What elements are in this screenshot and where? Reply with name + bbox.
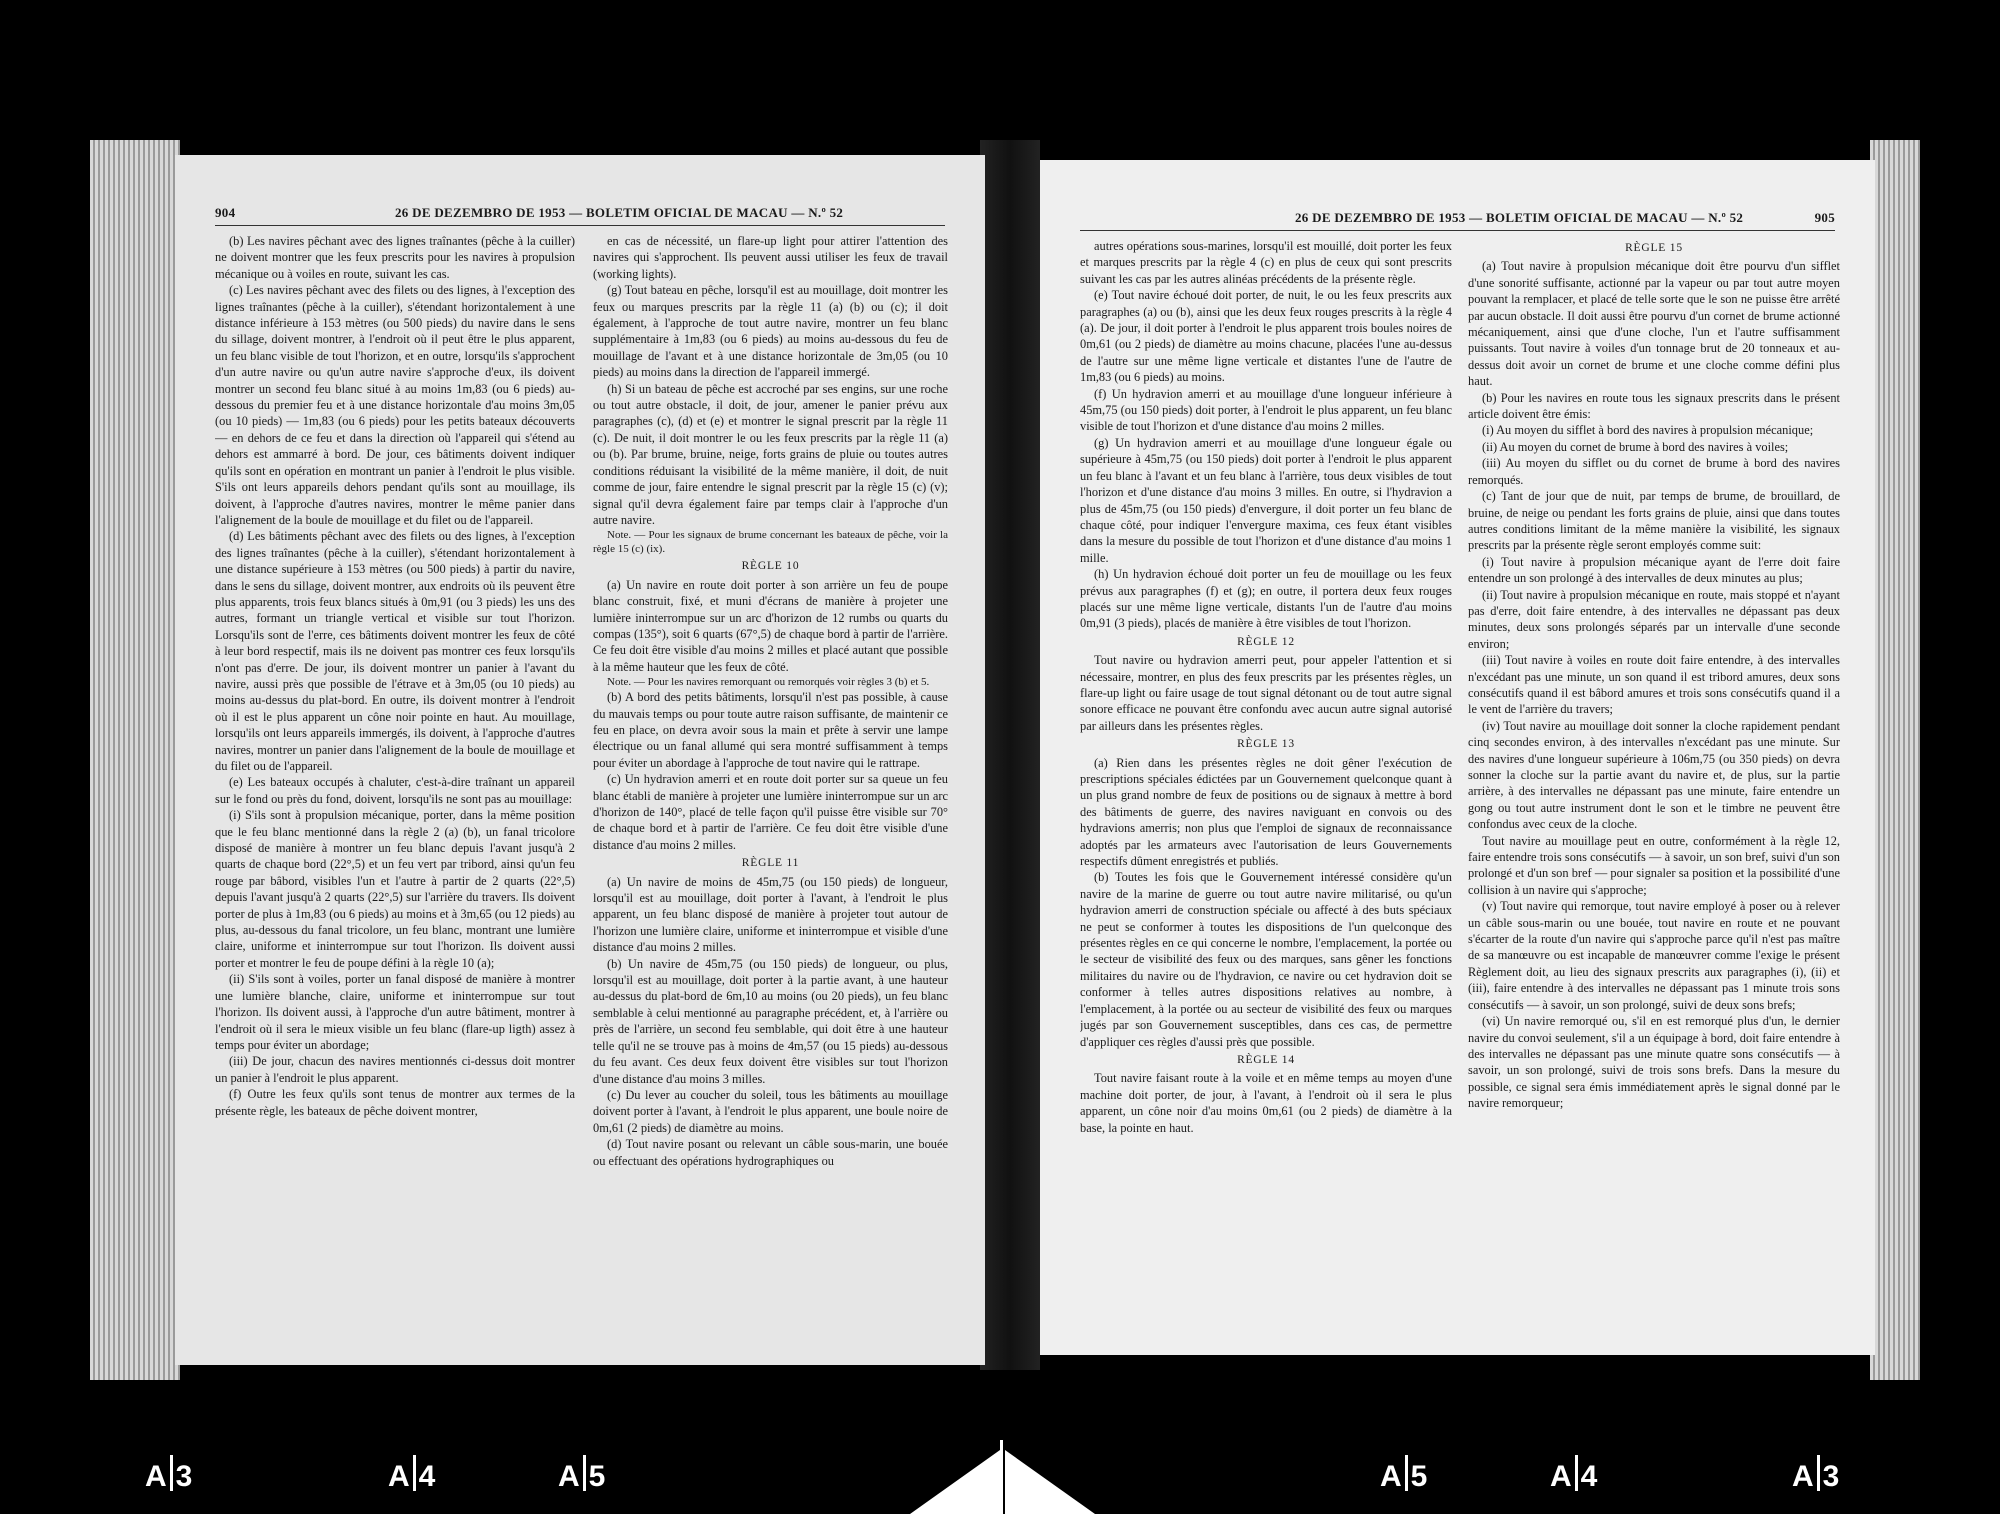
paragraph: (iii) Tout navire à voiles en route doit faire entendre, à des intervalles n'excédant pas une minute, un son quand il est tribord amures, deux sons consécutifs quand il est bâbord amures et trois sons consécutifs quand il a le vent de l'arrière du travers; [1468, 653, 1840, 717]
right-page-number: 905 [1814, 210, 1835, 225]
right-page-edges [1870, 140, 1920, 1380]
right-running-head [1080, 210, 1835, 230]
paragraph: Tout navire ou hydravion amerri peut, pour appeler l'attention et si nécessaire, montrer, en plus des feux prescrits par les présentes règles, un flare-up light ou faire usage de tout signal détonant ou de tout autre signal sonore efficace ne pouvant être confondu avec aucun autre signal autorisé par ailleurs dans les présentes règles. [1080, 653, 1452, 733]
right-page [1040, 160, 1875, 1355]
book-spine [980, 140, 1040, 1370]
left-page [175, 155, 985, 1365]
centering-triangle-left [910, 1450, 1000, 1514]
paragraph: (b) Un navire de 45m,75 (ou 150 pieds) de longueur, ou plus, lorsqu'il est au mouillage, doit porter à la partie avant, à une hauteur au-dessus du plat-bord de 6m,10 au moins (ou 20 pieds), un feu blanc semblable à celui mentionné au paragraphe précédent, et, à l'arrière ou près de l'arrière, un second feu semblable, qui doit être à une hauteur telle qu'il ne se trouve pas à moins de 4m,57 (ou 15 pieds) au-dessous du feu avant. Ces deux feux doivent être visibles sur tout l'horizon d'une distance d'au moins 3 milles. [593, 956, 948, 1086]
paragraph: (ii) S'ils sont à voiles, porter un fanal disposé de manière à montrer une lumière blanche, claire, uniforme et ininterrompue sur tout l'horizon. Ils doivent aussi, à l'approche d'un autre bâtiment, montrer à l'endroit où il sera le mieux visible un feu blanc (flare-up ligth) assez à temps pour éviter un abordage; [215, 972, 575, 1052]
scan-marker: A 3 [145, 1455, 192, 1494]
scan-marker: A 4 [1550, 1455, 1597, 1494]
section-heading: RÈGLE 11 [741, 857, 800, 870]
section-heading: RÈGLE 14 [1237, 1053, 1295, 1066]
paragraph: (ii) Au moyen du cornet de brume à bord des navires à voiles; [1482, 439, 1789, 454]
paragraph: (d) Tout navire posant ou relevant un câble sous-marin, une bouée ou effectuant des opérations hydrographiques ou [593, 1137, 948, 1168]
left-header-rule [215, 225, 945, 226]
paragraph: (i) Tout navire à propulsion mécanique ayant de l'erre doit faire entendre un son prolongé à des intervalles de deux minutes au plus; [1468, 554, 1840, 586]
paragraph: (a) Tout navire à propulsion mécanique doit être pourvu d'un sifflet d'une sonorité suffisante, actionné par la vapeur ou par tout autre moyen pouvant la remplacer, et placé de telle sorte que le son ne puisse être arrêté par aucun obstacle. Il doit aussi être pourvu d'un cornet de brume actionné mécaniquement, ainsi que d'une cloche, l'un et l'autre suffisamment puissants. Tout navire à voiles d'un tonnage brut de 20 tonneaux et au-dessus doit avoir un cornet de brume et une cloche comme défini plus haut. [1468, 259, 1840, 389]
left-running-head [215, 205, 945, 225]
paragraph: en cas de nécessité, un flare-up light pour attirer l'attention des navires qui s'approchent. Ils peuvent aussi utiliser les feux de travail (working lights). [593, 234, 948, 281]
paragraph: (c) Un hydravion amerri et en route doit porter sur sa queue un feu blanc établi de manière à projeter une lumière ininterrompue sur un arc d'horizon de 140°, placé de telle façon qu'il puisse être visible sur 70° de chaque bord et à partir de l'arrière. Ce feu doit être visible d'une distance d'au moins 2 milles. [593, 772, 948, 852]
paragraph: (b) A bord des petits bâtiments, lorsqu'il n'est pas possible, à cause du mauvais temps ou pour toute autre raison suffisante, de maintenir ce feu en place, on devra avoir sous la main et prête à servir une lampe électrique ou un fanal allumé qui sera montré suffisamment à temps pour éviter un abordage à l'approche de tout navire qui le rattrape. [593, 690, 948, 770]
paragraph: (i) S'ils sont à propulsion mécanique, porter, dans la même position que le feu blanc mentionné dans la règle 2 (a) (b), un fanal tricolore disposé de manière à montrer un feu blanc depuis l'avant jusqu'à 2 quarts de chaque bord (22°,5) et un feu vert par tribord, ainsi qu'un feu rouge par bâbord, visibles l'un et l'autre à partir de 2 quarts (22°,5) depuis l'avant jusqu'à 2 quarts (22°,5) sur l'arrière du travers. Ils doivent porter de plus à 1m,83 (ou 6 pieds) au moins et à 3m,65 (ou 12 pieds) au plus, au-dessous du fanal tricolore, un feu blanc, montrant une lumière claire, uniforme et ininterrompue sur tout l'horizon. Ils doivent aussi porter et montrer le feu de poupe défini à la règle 10 (a); [215, 808, 575, 970]
scan-marker: A 5 [558, 1455, 605, 1494]
paragraph: (h) Un hydravion échoué doit porter un feu de mouillage ou les feux prévus aux paragraphes (f) et (g); en outre, il portera deux feux rouges placés sur une même ligne verticale, distants l'un de l'autre d'au moins 0m,91 (3 pieds), placés de manière à être visibles de tout l'horizon. [1080, 567, 1452, 631]
paragraph: (b) Toutes les fois que le Gouvernement intéressé considère qu'un navire de la marine de guerre ou tout autre navire militarisé, ou qu'un hydravion amerri de construction spéciale ou affecté à des buts spéciaux ne peut se conformer à toutes les dispositions de l'un quelconque des présentes règles en ce qui concerne le nombre, l'emplacement, la portée ou le secteur de visibilité des feux ou des marques, sans gêner les fonctions militaires du navire ou de l'hydravion, ce navire ou cet hydravion doit se conformer à telles autres dispositions relatives au nombre, à l'emplacement, à la portée ou au secteur de visibilité des feux ou marques jugés par son Gouvernement susceptibles, dans ces cas, de permettre d'appliquer ces règles d'aussi près que possible. [1080, 870, 1452, 1049]
left-column-2 [593, 233, 948, 1348]
paragraph: autres opérations sous-marines, lorsqu'il est mouillé, doit porter les feux et marques prescrits par la règle 4 (c) en plus de ceux qui sont prescrits suivant les cas par les autres alinéas précédents de la présente règle. [1080, 239, 1452, 286]
paragraph: (g) Tout bateau en pêche, lorsqu'il est au mouillage, doit montrer les feux ou marques prescrits par la règle 11 (a) (b) ou (c); il doit également, à l'approche de tout autre navire, montrer un feu blanc supplémentaire à 1m,83 (ou 6 pieds) au moins au-dessous du feu de mouillage de l'avant et à une distance horizontale de 3m,05 (ou 10 pieds) au moins dans la direction de l'appareil immergé. [593, 283, 948, 380]
section-heading: RÈGLE 13 [1237, 738, 1295, 751]
right-header-title: 26 DE DEZEMBRO DE 1953 — BOLETIM OFICIAL DE MACAU — N.º 52 [1295, 210, 1744, 225]
section-heading: RÈGLE 15 [1625, 242, 1683, 254]
paragraph: (b) Pour les navires en route tous les signaux prescrits dans le présent article doivent être émis: [1468, 390, 1840, 422]
paragraph: (f) Outre les feux qu'ils sont tenus de montrer aux termes de la présente règle, les bateaux de pêche doivent montrer, [215, 1087, 575, 1118]
paragraph: (b) Les navires pêchant avec des lignes traînantes (pêche à la cuiller) ne doivent montrer que les feux prescrits pour les navires à propulsion mécanique ou à voiles en route, suivant les cas. [215, 234, 575, 281]
paragraph: (c) Du lever au coucher du soleil, tous les bâtiments au mouillage doivent porter à l'avant, à l'endroit le plus apparent, une boule noire de 0m,61 (2 pieds) de diamètre au moins. [593, 1087, 948, 1135]
left-page-edges [90, 140, 180, 1380]
paragraph: (e) Tout navire échoué doit porter, de nuit, le ou les feux prescrits aux paragraphes (a) ou (b), ainsi que les deux feux rouges prescrits à la règle 4 (a). De jour, il doit porter à l'endroit le plus apparent trois boules noires de 0m,61 (ou 2 pieds) de diamètre au moins chacune, placées l'une au-dessus de l'autre sur une même ligne verticale et distantes l'une de l'autre de 1m,83 (ou 6 pieds) au moins. [1080, 288, 1452, 385]
paragraph: (g) Un hydravion amerri et au mouillage d'une longueur égale ou supérieure à 45m,75 (ou 150 pieds) doit porter à l'endroit le plus apparent un feu blanc à l'avant et un feu blanc à l'arrière, tous deux visibles de tout l'horizon et d'une distance d'au moins 3 milles. En outre, si l'hydravion a plus de 45m,75 (ou 150 pieds) d'envergure, il doit porter un feu blanc de chaque côté, pour indiquer l'envergure maxima, ces feux étant visibles dans la mesure du possible de tout l'horizon et d'une distance d'au moins 1 mille. [1080, 435, 1452, 565]
paragraph: (v) Tout navire qui remorque, tout navire employé à poser ou à relever un câble sous-marin ou une bouée, tout navire en route et ne pouvant s'écarter de la route d'un navire qui s'approche parce qu'il n'est pas maître de sa manœuvre ou est incapable de manœuvrer comme l'exige le présent Règlement doit, au lieu des signaux prescrits aux paragraphes (i), (ii) et (iii), faire entendre à des intervalles ne dépassant pas 1 minute trois sons consécutifs — à savoir, un son prolongé, suivi de deux sons brefs; [1468, 899, 1840, 1012]
paragraph: (c) Tant de jour que de nuit, par temps de brume, de brouillard, de bruine, de neige ou pendant les forts grains de pluie, ainsi que dans toutes autres conditions limitant de la même manière la visibilité, les signaux prescrits par la présente règle seront employés comme suit: [1468, 489, 1840, 553]
paragraph: (i) Au moyen du sifflet à bord des navires à propulsion mécanique; [1482, 423, 1814, 438]
centering-triangle-right [1005, 1450, 1095, 1514]
scan-marker: A 3 [1792, 1455, 1839, 1494]
right-column-1 [1080, 238, 1452, 1328]
right-column-2 [1468, 238, 1840, 1328]
section-heading: RÈGLE 10 [741, 560, 800, 573]
paragraph: Tout navire faisant route à la voile et en même temps au moyen d'une machine doit porter, de jour, à l'avant, à l'endroit où il sera le plus apparent, un cône noir d'au moins 0m,61 (ou 2 pieds) de diamètre à la base, la pointe en haut. [1080, 1071, 1452, 1135]
paragraph: (h) Si un bateau de pêche est accroché par ses engins, sur une roche ou tout autre obstacle, il doit, de jour, amener le panier prévu aux paragraphes (c), (d) et (e) et montrer le signal prescrit par la règle 11 (c). De nuit, il doit montrer le ou les feux prescrits par la règle 11 (a) ou (b). Par brume, bruine, neige, forts grains de pluie ou toutes autres conditions réduisant la visibilité de la même manière, il doit, de nuit comme de jour, faire entendre le signal prescrit par la règle 15 (c) (v); signal qu'il devra également faire par temps clair à l'approche d'un autre navire. [593, 381, 948, 527]
left-column-1 [215, 233, 575, 1348]
paragraph: (a) Un navire en route doit porter à son arrière un feu de poupe blanc construit, fixé, et muni d'écrans de manière à projeter une lumière ininterrompue sur un arc d'horizon de 12 rumbs ou quarts du compas (135°), soit 6 quarts (67°,5) de chaque bord à partir de l'arrière. Ce feu doit être visible d'au moins 2 milles et placé autant que possible à la même hauteur que les feux de côté. [593, 577, 948, 674]
paragraph: (vi) Un navire remorqué ou, s'il en est remorqué plus d'un, le dernier navire du convoi seulement, s'il a un équipage à bord, doit faire entendre à des intervalles ne dépassant pas une minute quatre sons consécutifs — à savoir, un son prolongé, suivi de trois sons brefs. Dans la mesure du possible, ce signal sera émis immédiatement après le signal donné par le navire remorqueur; [1468, 1014, 1840, 1111]
paragraph: (iii) De jour, chacun des navires mentionnés ci-dessus doit montrer un panier à l'endroit le plus apparent. [215, 1054, 575, 1085]
right-header-rule [1080, 230, 1835, 231]
paragraph: (d) Les bâtiments pêchant avec des filets ou des lignes, à l'exception des lignes traînantes (pêche à la cuiller), s'étendant horizontalement à une distance supérieure à 153 mètres (ou 500 pieds) à partir du navire, dans le sens du sillage, doivent montrer, aux endroits où ils peuvent être plus apparents, trois feux blancs situés à 0m,91 (ou 3 pieds) les uns des autres, formant un triangle vertical et visible sur tout l'horizon. Lorsqu'ils sont de l'erre, ces bâtiments doivent montrer les feux de côté à leur bord respectif, mais ils ne doivent pas montrer ces feux lorsqu'ils n'ont pas d'erre. De jour, ils doivent montrer un panier à l'avant du navire, aussi près que possible de l'étrave et à 3m,05 (ou 10 pieds) au moins au-dessus du plat-bord. En outre, ils doivent montrer à l'endroit où il est le plus apparent un cône noir pointe en haut. Au mouillage, lorsqu'ils ont leurs appareils immergés, ils doivent, à l'approche d'autres navires, montrer un panier dans l'alignement de la boule de mouillage et du filet ou de l'appareil. [215, 529, 575, 773]
paragraph: (iv) Tout navire au mouillage doit sonner la cloche rapidement pendant cinq secondes environ, à des intervalles n'excédant pas une minute. Sur des navires d'une longueur supérieure à 106m,75 (ou 350 pieds) on devra sonner la cloche sur la partie avant du navire et, de plus, sur la partie arrière, à des intervalles ne dépassant pas une minute, faire entendre un gong ou tout autre instrument dont le son et le timbre ne peuvent être confondus avec ceux de la cloche. [1468, 718, 1840, 832]
left-header-title: 26 DE DEZEMBRO DE 1953 — BOLETIM OFICIAL DE MACAU — N.º 52 [395, 205, 844, 220]
scan-marker: A 4 [388, 1455, 435, 1494]
paragraph: (a) Rien dans les présentes règles ne doit gêner l'exécution de prescriptions spéciales édictées par un Gouvernement quelconque quant à un plus grand nombre de feux de positions ou de signaux à mettre à bord des bâtiments de guerre, des navires naviguant en convois ou des hydravions amerris; non plus que l'emploi de signaux de reconnaissance adoptés par les armateurs avec l'autorisation de leurs Gouvernements respectifs dûment enregistrés et publiés. [1080, 755, 1452, 869]
footnote: Note. — Pour les signaux de brume concernant les bateaux de pêche, voir la règle 15 (c) (ix). [593, 529, 948, 556]
paragraph: (iii) Au moyen du sifflet ou du cornet de brume à bord des navires remorqués. [1468, 456, 1840, 487]
paragraph: (ii) Tout navire à propulsion mécanique en route, mais stoppé et n'ayant pas d'erre, doit faire entendre, à des intervalles ne dépassant pas deux minutes, deux sons prolongés séparés par un intervalle d'une seconde environ; [1468, 587, 1840, 651]
paragraph: (a) Un navire de moins de 45m,75 (ou 150 pieds) de longueur, lorsqu'il est au mouillage, doit porter à l'avant, à l'endroit le plus apparent, un feu blanc disposé de manière à projeter tout autour de l'horizon une lumière claire, uniforme et ininterrompue et visible d'une distance d'au moins 2 milles. [593, 874, 948, 955]
scan-marker: A 5 [1380, 1455, 1427, 1494]
paragraph: Tout navire au mouillage peut en outre, conformément à la règle 12, faire entendre trois sons consécutifs — à savoir, un son bref, suivi d'un son prolongé et d'un son bref — pour signaler sa position et la possibilité d'une collision à un navire qui s'approche; [1468, 833, 1840, 897]
paragraph: (c) Les navires pêchant avec des filets ou des lignes, à l'exception des lignes traînantes (pêche à la cuiller), s'étendant horizontalement à une distance inférieure à 153 mètres (ou 500 pieds) du navire dans le sens du sillage, doivent montrer, à l'endroit où il peut être le plus apparent, un feu blanc visible de tout l'horizon, et en outre, lorsqu'ils s'approchent d'un autre navire ou qu'un autre navire s'approche d'eux, ils doivent montrer un second feu blanc situé à au moins 1m,83 (ou 6 pieds) au-dessous du premier feu et à une distance horizontale d'au moins 3m,05 (ou 10 pieds) — 1m,83 (ou 6 pieds) pour les petits bateaux découverts — en dehors de ce feu et dans la direction où l'appareil qui s'étend au dehors est ammarré à bord. De jour, ces bâtiments doivent indiquer qu'ils sont en opération en montrant un panier à l'endroit le plus visible. S'ils ont leurs appareils dehors pendant qu'ils sont au mouillage, ils doivent, à l'approche d'autres navires, montrer le même panier dans l'alignement de la boule de mouillage et du filet ou de l'appareil. [215, 283, 575, 527]
centering-line [1000, 1440, 1003, 1514]
paragraph: (f) Un hydravion amerri et au mouillage d'une longueur inférieure à 45m,75 (ou 150 pieds) doit porter, à l'endroit le plus apparent, un feu blanc visible de tout l'horizon et d'une distance d'au moins 2 milles. [1080, 386, 1452, 434]
left-page-number: 904 [215, 205, 236, 220]
paragraph: (e) Les bateaux occupés à chaluter, c'est-à-dire traînant un appareil sur le fond ou près du fond, doivent, lorsqu'ils ne sont pas au mouillage: [215, 775, 575, 806]
section-heading: RÈGLE 12 [1237, 635, 1295, 648]
footnote: Note. — Pour les navires remorquant ou remorqués voir règles 3 (b) et 5. [607, 676, 930, 689]
